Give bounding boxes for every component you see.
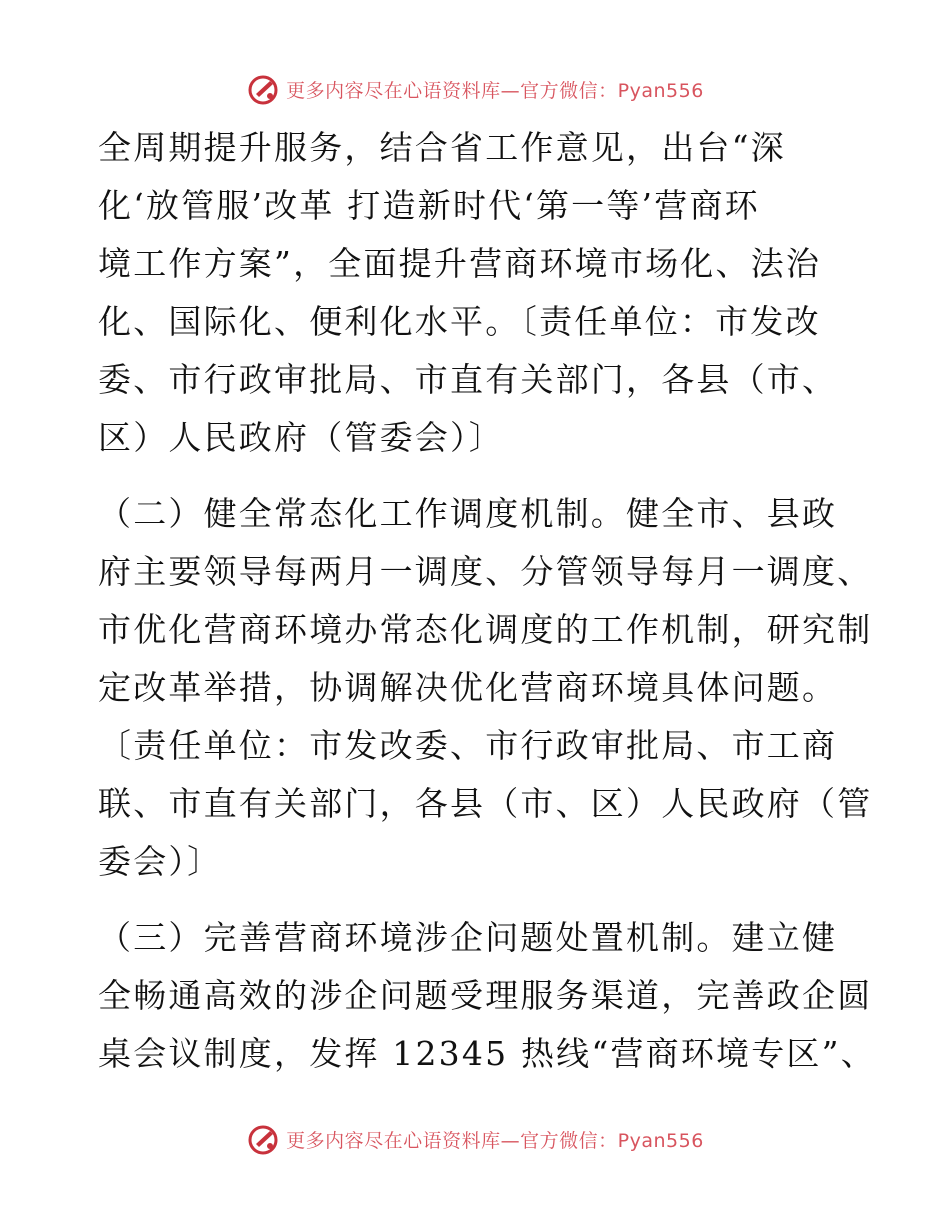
text-line: （二）健全常态化工作调度机制。健全市、县政 <box>98 494 838 533</box>
text-line: 市优化营商环境办常态化调度的工作机制，研究制 <box>98 610 873 649</box>
text-line: 府主要领导每两月一调度、分管领导每月一调度、 <box>98 552 873 591</box>
text-line: 区）人民政府（管委会）〕 <box>98 418 504 457</box>
text-line: 联、市直有关部门，各县（市、区）人民政府（管 <box>98 784 873 823</box>
text-line: 全畅通高效的涉企问题受理服务渠道，完善政企圆 <box>98 976 873 1015</box>
text-line: 桌会议制度，发挥 12345 热线“营商环境专区”、 <box>98 1034 876 1073</box>
text-line: 全周期提升服务，结合省工作意见，出台“深 <box>98 128 786 167</box>
text-line: 境工作方案”，全面提升营商环境市场化、法治 <box>98 244 822 283</box>
watermark-text: 更多内容尽在心语资料库—官方微信：Pyan556 <box>286 1129 704 1152</box>
text-line: 化‘放管服’改革 打造新时代‘第一等’营商环 <box>98 186 760 225</box>
header-watermark <box>0 72 950 106</box>
watermark-text: 更多内容尽在心语资料库—官方微信：Pyan556 <box>286 79 704 102</box>
watermark-logo-icon <box>246 72 280 106</box>
text-line: 委会）〕 <box>98 842 223 881</box>
text-line: 〔责任单位：市发改委、市行政审批局、市工商 <box>98 726 838 765</box>
text-line: 化、国际化、便利化水平。〔责任单位：市发改 <box>98 302 821 341</box>
footer-watermark <box>0 1122 950 1156</box>
text-line: 定改革举措，协调解决优化营商环境具体问题。 <box>98 668 838 707</box>
text-line: 委、市行政审批局、市直有关部门，各县（市、 <box>98 360 838 399</box>
text-line: （三）完善营商环境涉企问题处置机制。建立健 <box>98 918 838 957</box>
watermark-logo-icon <box>246 1122 280 1156</box>
